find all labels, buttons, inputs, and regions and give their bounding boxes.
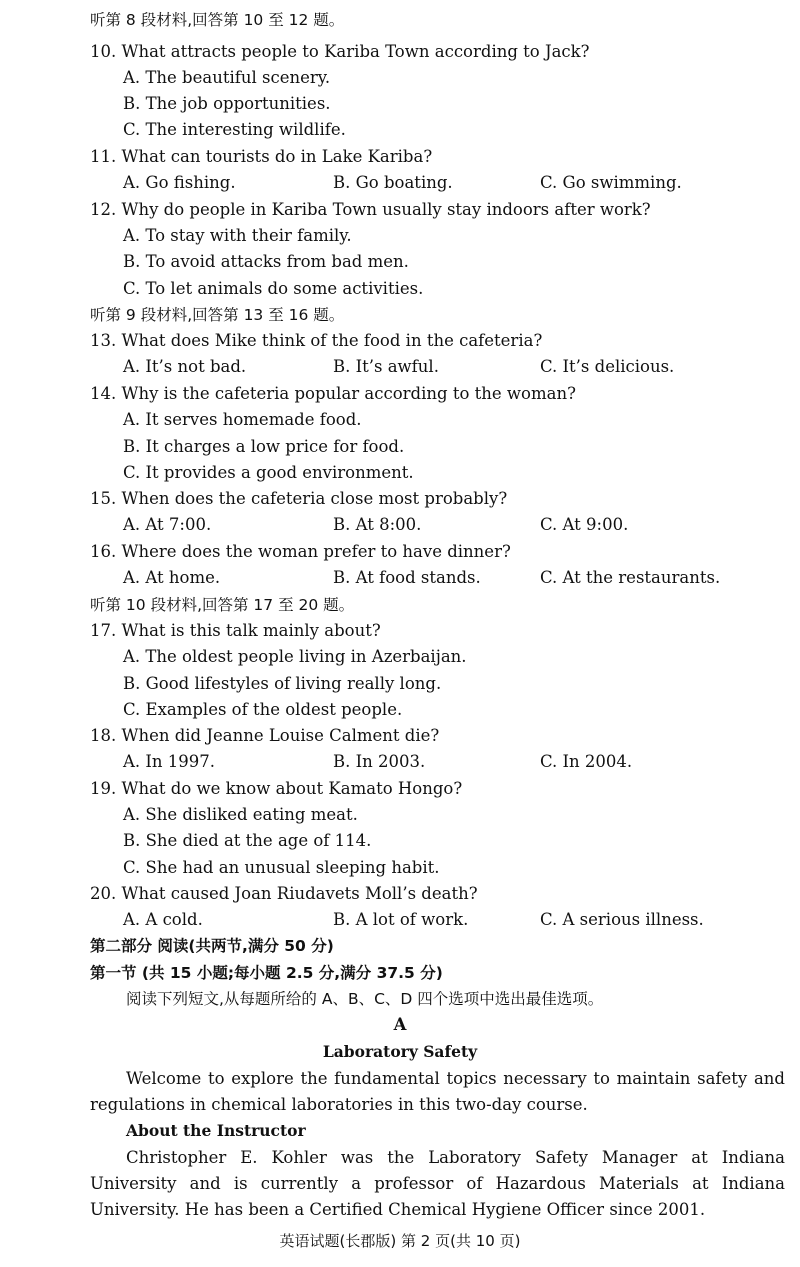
section-header-10: 听第 10 段材料,回答第 17 至 20 题。 [90,596,355,614]
question-12-option-c: C. To let animals do some activities. [123,279,424,298]
question-20-option-a: A. A cold. [123,910,203,929]
section-header-9: 听第 9 段材料,回答第 13 至 16 题。 [90,306,345,324]
question-14-stem: 14. Why is the cafeteria popular according to the woman? [90,384,576,403]
question-19-option-b: B. She died at the age of 114. [123,831,372,850]
question-16-stem: 16. Where does the woman prefer to have dinner? [90,542,511,561]
question-11-option-a: A. Go fishing. [123,173,236,192]
question-13-option-b: B. It’s awful. [333,357,439,376]
question-12-option-b: B. To avoid attacks from bad men. [123,252,409,271]
question-16-option-a: A. At home. [123,568,221,587]
reading-instruction: 阅读下列短文,从每题所给的 A、B、C、D 四个选项中选出最佳选项。 [126,990,604,1008]
question-10-option-b: B. The job opportunities. [123,94,331,113]
question-18-stem: 18. When did Jeanne Louise Calment die? [90,726,440,745]
question-20-option-b: B. A lot of work. [333,910,469,929]
question-10-stem: 10. What attracts people to Kariba Town according to Jack? [90,42,590,61]
question-18-option-a: A. In 1997. [123,752,216,771]
question-17-option-a: A. The oldest people living in Azerbaijan. [123,647,467,666]
section-one-heading: 第一节 (共 15 小题;每小题 2.5 分,满分 37.5 分) [90,964,443,982]
instructor-paragraph: Christopher E. Kohler was the Laboratory Safety Manager at Indiana University and is currently a professor of Hazardous Materials at Indiana University. He has been a Certified Chemical Hygiene Officer since 2001. [90,1148,785,1219]
question-13-option-a: A. It’s not bad. [123,357,247,376]
section-header-8: 听第 8 段材料,回答第 10 至 12 题。 [90,11,345,29]
page-footer: 英语试题(长郡版) 第 2 页(共 10 页) [279,1232,521,1250]
passage-title: Laboratory Safety [322,1042,478,1061]
question-17-option-c: C. Examples of the oldest people. [123,700,403,719]
question-20-option-c: C. A serious illness. [540,910,704,929]
question-17-stem: 17. What is this talk mainly about? [90,621,381,640]
question-13-option-c: C. It’s delicious. [540,357,675,376]
question-19-option-a: A. She disliked eating meat. [123,805,358,824]
question-12-option-a: A. To stay with their family. [123,226,352,245]
question-12-stem: 12. Why do people in Kariba Town usually stay indoors after work? [90,200,651,219]
question-14-option-a: A. It serves homemade food. [123,410,362,429]
question-20-stem: 20. What caused Joan Riudavets Moll’s death? [90,884,478,903]
question-11-option-c: C. Go swimming. [540,173,682,192]
instructor-subheading: About the Instructor [126,1121,306,1140]
question-18-option-c: C. In 2004. [540,752,633,771]
question-13-stem: 13. What does Mike think of the food in the cafeteria? [90,331,543,350]
question-11-stem: 11. What can tourists do in Lake Kariba? [90,147,433,166]
question-16-option-b: B. At food stands. [333,568,481,587]
question-16-option-c: C. At the restaurants. [540,568,721,587]
question-15-option-b: B. At 8:00. [333,515,422,534]
question-17-option-b: B. Good lifestyles of living really long. [123,674,442,693]
question-11-option-b: B. Go boating. [333,173,453,192]
question-10-option-c: C. The interesting wildlife. [123,120,346,139]
question-19-option-c: C. She had an unusual sleeping habit. [123,858,440,877]
question-18-option-b: B. In 2003. [333,752,426,771]
question-10-option-a: A. The beautiful scenery. [123,68,331,87]
question-15-option-c: C. At 9:00. [540,515,629,534]
question-15-stem: 15. When does the cafeteria close most probably? [90,489,508,508]
passage-letter: A [393,1015,407,1034]
question-14-option-c: C. It provides a good environment. [123,463,414,482]
part-two-heading: 第二部分 阅读(共两节,满分 50 分) [90,937,334,955]
passage-intro: Welcome to explore the fundamental topics necessary to maintain safety and regulations in chemical laboratories in this two-day course. [90,1069,785,1114]
question-14-option-b: B. It charges a low price for food. [123,437,405,456]
question-15-option-a: A. At 7:00. [123,515,212,534]
question-19-stem: 19. What do we know about Kamato Hongo? [90,779,463,798]
